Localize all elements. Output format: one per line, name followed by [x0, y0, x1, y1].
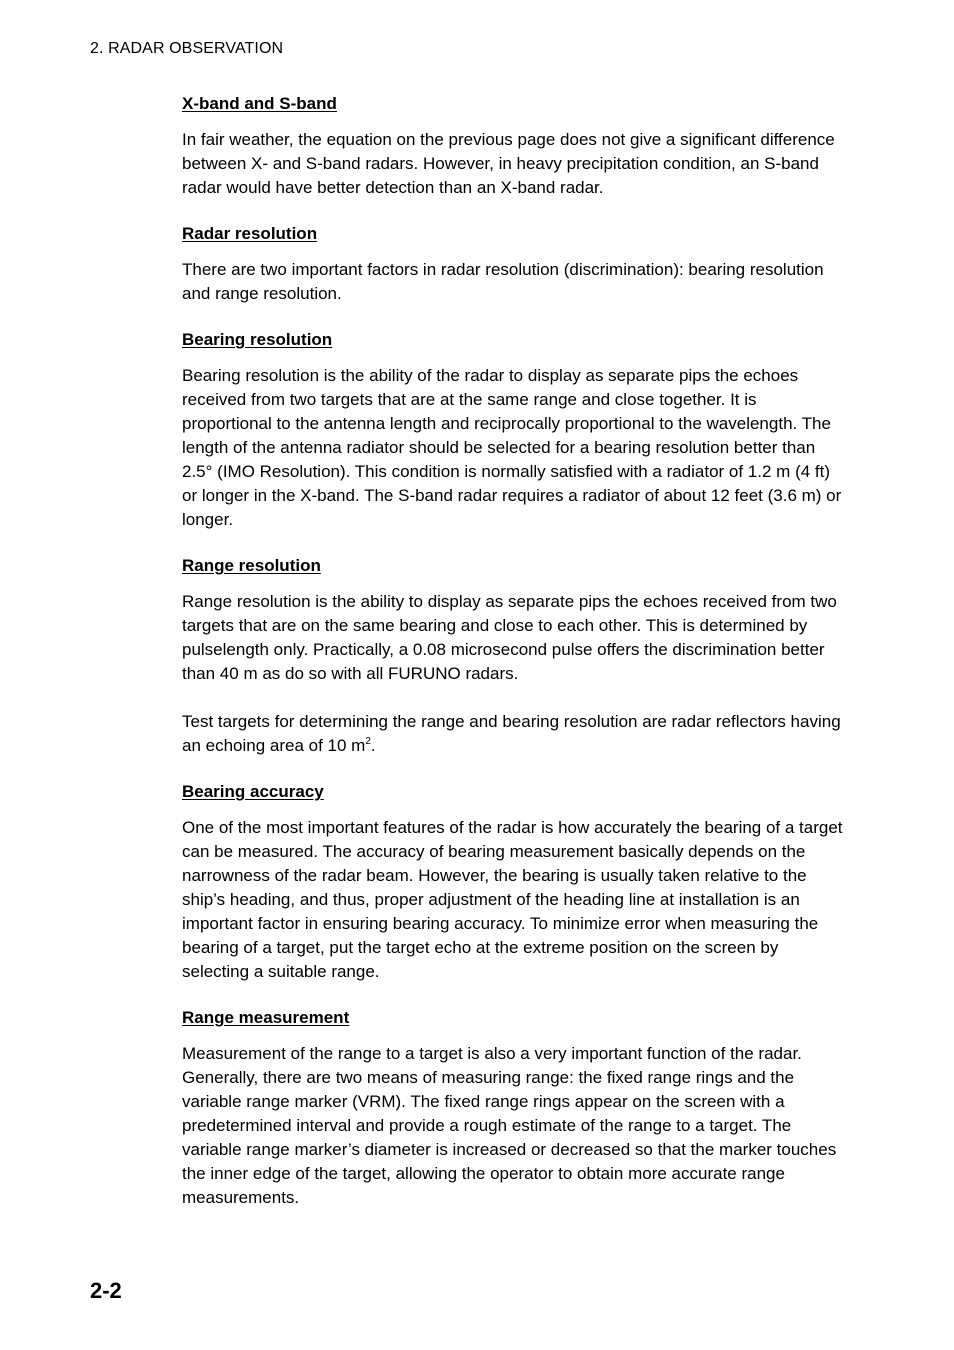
section-range-resolution [182, 555, 847, 758]
paragraph: In fair weather, the equation on the previous page does not give a significant difference between X- and S-band radars. However, in heavy precipitation condition, an S-band radar would have better detection than an X-band radar. [182, 130, 835, 197]
section-bearing-accuracy [182, 781, 847, 984]
section-heading: Bearing accuracy [182, 782, 324, 801]
running-header: 2. RADAR OBSERVATION [90, 40, 284, 57]
paragraph: Bearing resolution is the ability of the radar to display as separate pips the echoes received from two targets that are at the same range and close together. It is proportional to the antenna length and reciprocally proportional to the wavelength. The length of the antenna radiator should be selected for a bearing resolution better than 2.5° (IMO Resolution). This condition is normally satisfied with a radiator of 1.2 m (4 ft) or longer in the X-band. The S-band radar requires a radiator of about 12 feet (3.6 m) or longer. [182, 366, 842, 529]
superscript: 2 [365, 736, 371, 747]
document-body [182, 93, 847, 1233]
section-range-measurement [182, 1007, 847, 1210]
paragraph-test-targets [182, 710, 847, 758]
section-x-band-s-band [182, 93, 847, 200]
paragraph: There are two important factors in radar resolution (discrimination): bearing resolution and range resolution. [182, 260, 824, 303]
section-radar-resolution [182, 223, 847, 306]
paragraph: Measurement of the range to a target is also a very important function of the radar. Generally, there are two means of measuring range: the fixed range rings and the variable range marker (VRM). The fixed range rings appear on the screen with a predetermined interval and provide a rough estimate of the range to a target. The variable range marker’s diameter is increased or decreased so that the marker touches the inner edge of the target, allowing the operator to obtain more accurate range measurements. [182, 1044, 837, 1207]
section-heading: Bearing resolution [182, 330, 333, 349]
section-bearing-resolution [182, 329, 847, 532]
paragraph: One of the most important features of the radar is how accurately the bearing of a target can be measured. The accuracy of bearing measurement basically depends on the narrowness of the radar beam. However, the bearing is usually taken relative to the ship’s heading, and thus, proper adjustment of the heading line at installation is an important factor in ensuring bearing accuracy. To minimize error when measuring the bearing of a target, put the target echo at the extreme position on the screen by selecting a suitable range. [182, 818, 843, 981]
paragraph-end: . [370, 736, 376, 755]
section-heading: Range resolution [182, 556, 321, 575]
section-heading: X-band and S-band [182, 94, 337, 113]
page-number: 2-2 [90, 1278, 122, 1303]
section-heading: Range measurement [182, 1008, 350, 1027]
paragraph: Range resolution is the ability to display as separate pips the echoes received from two targets that are on the same bearing and close to each other. This is determined by pulselength only. Practically, a 0.08 microsecond pulse offers the discrimination better than 40 m as do so with all FURUNO radars. [182, 592, 837, 683]
paragraph-text: Test targets for determining the range and bearing resolution are radar reflectors having an echoing area of 10 m [182, 712, 841, 755]
section-heading: Radar resolution [182, 224, 318, 243]
